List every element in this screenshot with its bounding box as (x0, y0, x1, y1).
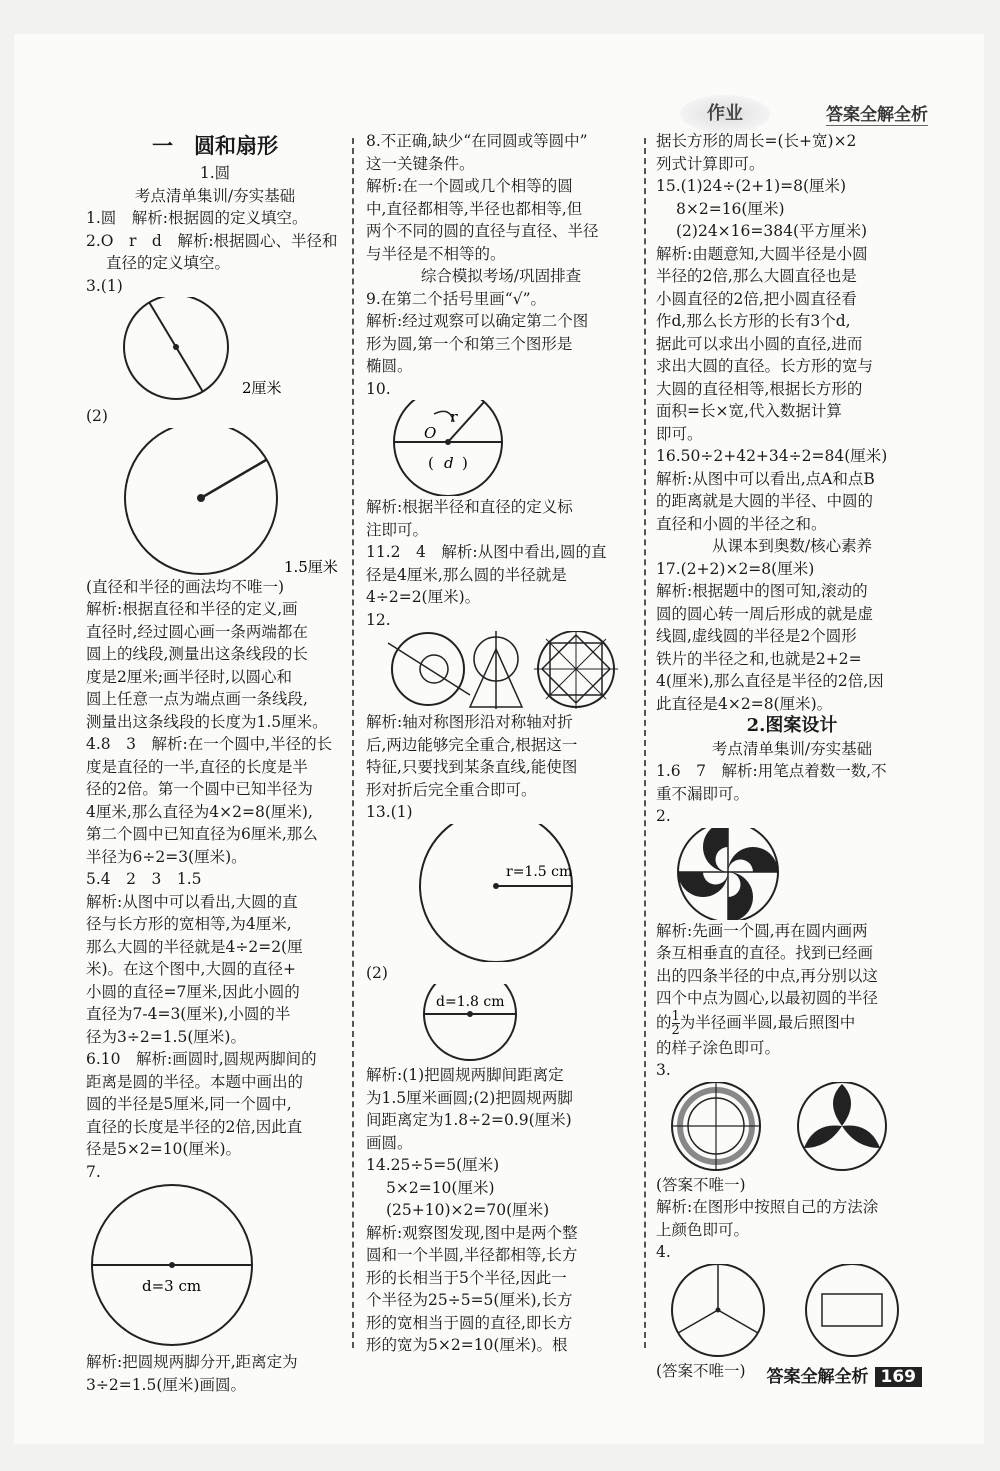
text-line: 圆上的线段,测量出这条线段的长 (86, 645, 308, 663)
text-line: 直径时,经过圆心画一条两端都在 (86, 622, 308, 641)
text-line: 个半径为25÷5=5(厘米),长方 (366, 1291, 573, 1309)
text-line: 这一关键条件。 (366, 154, 475, 173)
text-line: 17.(2+2)×2=8(厘米) (656, 559, 815, 578)
text-line: 直径和小圆的半径之和。 (656, 514, 827, 533)
text-line: 解析:经过观察可以确定第二个图 (366, 312, 589, 330)
figure-13-1 (366, 824, 636, 962)
answer-1: 1.圆 解析:根据圆的定义填空。 (86, 209, 308, 227)
text-line: 形对折后完全重合即可。 (366, 780, 537, 799)
text-line: 列式计算即可。 (656, 154, 765, 173)
part-title: 从课本到奥数/核心素养 (711, 537, 873, 555)
answer-3-note: (直径和半径的画法均不唯一) (86, 577, 285, 596)
text-line: 4(厘米),那么直径是半径的2倍,因 (656, 672, 884, 690)
text-line: 后,两边能够完全重合,根据这一 (366, 735, 578, 754)
text-line: 解析:(1)把圆规两脚间距离定 (366, 1066, 564, 1084)
pattern-answer-3-explanation (656, 1196, 928, 1241)
fraction-line (656, 1010, 928, 1037)
text-line: 解析:观察图发现,图中是两个整 (366, 1223, 578, 1242)
text-line: 11.2 4 解析:从图中看出,圆的直 (366, 543, 607, 561)
text-line: 米)。在这个图中,大圆的直径+ (86, 960, 296, 978)
answer-16 (656, 445, 928, 535)
section-title: 1.圆 (199, 164, 231, 182)
answer-3-explanation (86, 598, 344, 733)
svg-text:(: ( (428, 454, 434, 472)
text-line: 上颜色即可。 (656, 1220, 750, 1239)
text-line: 解析:在图形中按照自己的方法涂 (656, 1198, 879, 1216)
answer-6 (86, 1048, 344, 1161)
text-line: 圆的半径是5厘米,同一个圆中, (86, 1095, 292, 1113)
answer-2-cont: 直径的定义填空。 (106, 254, 231, 272)
text-line: 条互相垂直的直径。找到已经画 (656, 944, 874, 962)
column-3 (656, 130, 928, 1382)
answer-14-continued (656, 130, 928, 175)
text-line: 圆的圆心转一周后形成的就是虚 (656, 604, 874, 623)
text-line: 注即可。 (366, 520, 429, 539)
text-line: 小圆的直径=7厘米,因此小圆的 (86, 982, 300, 1001)
part-title: 综合模拟考场/巩固排查 (420, 267, 582, 285)
header-brand: 答案全解全析 (826, 100, 928, 126)
text-line: 间距离定为1.8÷2=0.9(厘米) (366, 1111, 572, 1129)
text-line: 那么大圆的半径就是4÷2=2(厘 (86, 937, 303, 956)
pattern-answer-2-explanation (656, 920, 928, 1060)
text-line: 5.4 2 3 1.5 (86, 870, 202, 888)
text-line: 直径的长度是半径的2倍,因此直 (86, 1117, 303, 1136)
text-line: 圆和一个半圆,半径都相等,长方 (366, 1246, 578, 1264)
text-line: (2)24×16=384(平方厘米) (676, 222, 868, 240)
column-2 (366, 130, 636, 1357)
text-line: 径的2倍。第一个圆中已知半径为 (86, 780, 313, 798)
answer-2: 2.O r d 解析:根据圆心、半径和 (86, 231, 338, 250)
answer-14 (366, 1154, 636, 1357)
text-line: 画圆。 (366, 1133, 413, 1152)
figure-10 (366, 400, 636, 496)
text-line: 作d,那么长方形的长有3个d, (656, 312, 851, 330)
text-line: 的样子涂色即可。 (656, 1038, 781, 1057)
text-line: 径是4厘米,那么圆的半径就是 (366, 565, 567, 584)
pattern-answer-1 (656, 760, 928, 805)
text-line: 半径的2倍,那么大圆直径也是 (656, 267, 857, 285)
text-line: 铁片的半径之和,也就是2+2= (656, 649, 862, 668)
text-line: 3÷2=1.5(厘米)画圆。 (86, 1375, 246, 1394)
answer-10-explanation (366, 496, 636, 541)
text-line: 度是直径的一半,直径的长度是半 (86, 757, 308, 776)
column-divider (644, 138, 646, 1348)
text-line: 据此可以求出小圆的直径,进而 (656, 334, 863, 353)
figure-13-2 (366, 984, 636, 1064)
text-line: 距离是圆的半径。本题中画出的 (86, 1072, 304, 1091)
text-line: 形为圆,第一个和第三个图形是 (366, 334, 573, 353)
text-line: 形的宽相当于圆的直径,即长方 (366, 1313, 573, 1332)
diameter-label: d (444, 454, 454, 472)
text-line: 解析:根据半径和直径的定义标 (366, 498, 573, 516)
text-line: 1.6 7 解析:用笔点着数一数,不 (656, 762, 887, 780)
text-line: 特征,只要找到某条直线,能使图 (366, 758, 578, 776)
part-title: 考点清单集训/夯实基础 (711, 739, 873, 758)
text-line: 形的长相当于5个半径,因此一 (366, 1268, 567, 1287)
text-line: 径与长方形的宽相等,为4厘米, (86, 915, 292, 933)
text-line: 重不漏即可。 (656, 784, 750, 803)
column-1 (86, 130, 344, 1396)
part-title: 考点清单集训/夯实基础 (134, 186, 296, 205)
pattern-answer-4-note: (答案不唯一) (656, 1361, 746, 1380)
text-line: 解析:先画一个圆,再在圆内画两 (656, 921, 868, 940)
text-line: 第二个圆中已知直径为6厘米,那么 (86, 825, 318, 843)
text-line: 面积=长×宽,代入数据计算 (656, 402, 842, 420)
text-line: 9.在第二个括号里画“√”。 (366, 289, 547, 308)
answer-12-explanation (366, 711, 636, 801)
figure-13-1-label: r=1.5 cm (506, 863, 573, 880)
radius-label: r (450, 408, 458, 426)
text-line: 15.(1)24÷(2+1)=8(厘米) (656, 177, 847, 195)
text-line: 度是2厘米;画半径时,以圆心和 (86, 667, 293, 686)
text-line: 椭圆。 (366, 357, 413, 375)
text-line: 5×2=10(厘米) (386, 1178, 495, 1197)
answer-15 (656, 175, 928, 445)
pattern-answer-2: 2. (656, 807, 671, 825)
text-line: 解析:从图中可以看出,大圆的直 (86, 892, 298, 911)
svg-text:): ) (462, 454, 468, 472)
pattern-answer-3: 3. (656, 1061, 671, 1079)
answer-13-explanation (366, 1064, 636, 1154)
text-line: 4.8 3 解析:在一个圆中,半径的长 (86, 735, 333, 753)
text-line: 线圆,虚线圆的半径是2个圆形 (656, 627, 857, 645)
text-line: 14.25÷5=5(厘米) (366, 1156, 500, 1174)
text-line: 解析:把圆规两脚分开,距离定为 (86, 1353, 298, 1371)
text-line: (25+10)×2=70(厘米) (386, 1201, 550, 1219)
text-fragment: 为半径画半圆,最后照图中 (679, 1013, 856, 1031)
column-divider (352, 138, 354, 1348)
text-line: 小圆直径的2倍,把小圆直径看 (656, 289, 857, 308)
text-line: 与半径是不相等的。 (366, 244, 506, 263)
text-line: 出的四条半径的中点,再分别以这 (656, 966, 878, 985)
text-line: 4厘米,那么直径为4×2=8(厘米), (86, 802, 313, 821)
text-line: 形的宽为5×2=10(厘米)。根 (366, 1336, 568, 1354)
fraction (672, 1010, 680, 1037)
fraction-numerator: 1 (671, 1008, 680, 1024)
text-line: 此直径是4×2=8(厘米)。 (656, 694, 833, 713)
center-label: O (424, 424, 437, 442)
text-line: 8×2=16(厘米) (676, 199, 785, 218)
figure-pattern-2 (656, 828, 928, 920)
fraction-denominator: 2 (671, 1022, 680, 1038)
text-line: 大圆的直径相等,根据长方形的 (656, 379, 863, 398)
answer-13-2: (2) (366, 963, 388, 982)
text-line: 两个不同的圆的直径与直径、半径 (366, 222, 599, 240)
answer-3-2: (2) (86, 407, 108, 425)
answer-13-1: 13.(1) (366, 803, 413, 821)
chapter-title: 一 圆和扇形 (152, 134, 278, 158)
text-line: 据长方形的周长=(长+宽)×2 (656, 132, 857, 150)
text-line: 解析:根据直径和半径的定义,画 (86, 600, 298, 618)
answer-7-explanation (86, 1351, 344, 1396)
pattern-answer-3-note: (答案不唯一) (656, 1175, 746, 1194)
figure-7 (86, 1183, 344, 1351)
footer (767, 1362, 923, 1387)
answer-7: 7. (86, 1162, 101, 1181)
figure-3-1-label: 2厘米 (242, 379, 282, 397)
text-line: 解析:在一个圆或几个相等的圆 (366, 177, 573, 195)
answer-11 (366, 541, 636, 609)
text-line: 半径为6÷2=3(厘米)。 (86, 847, 247, 866)
text-line: 径为3÷2=1.5(厘米)。 (86, 1027, 246, 1046)
text-line: 4÷2=2(厘米)。 (366, 588, 481, 606)
text-line: 为1.5厘米画圆;(2)把圆规两脚 (366, 1088, 573, 1107)
header-badge: 作业 (680, 95, 770, 133)
text-line: 解析:根据题中的图可知,滚动的 (656, 582, 868, 600)
text-line: 的距离就是大圆的半径、中圆的 (656, 492, 874, 510)
text-line: 8.不正确,缺少“在同圆或等圆中” (366, 132, 588, 150)
answer-8 (366, 130, 636, 265)
answer-9 (366, 288, 636, 378)
text-line: 求出大圆的直径。长方形的宽与 (656, 357, 874, 375)
pattern-answer-4: 4. (656, 1243, 671, 1261)
text-line: 测量出这条线段的长度为1.5厘米。 (86, 712, 328, 731)
text-line: 解析:轴对称图形沿对称轴对折 (366, 713, 573, 731)
text-line: 解析:由题意知,大圆半径是小圆 (656, 244, 868, 263)
answer-12: 12. (366, 610, 391, 629)
figure-3-2-label: 1.5厘米 (284, 557, 338, 576)
text-fragment: 的 (656, 1013, 672, 1031)
text-line: 16.50÷2+42+34÷2=84(厘米) (656, 447, 888, 465)
answer-4 (86, 733, 344, 868)
answer-10: 10. (366, 379, 391, 398)
answer-5 (86, 868, 344, 1048)
figure-pattern-3 (656, 1082, 928, 1174)
figure-12 (366, 631, 636, 711)
figure-3-2 (86, 428, 344, 576)
figure-13-2-label: d=1.8 cm (436, 994, 505, 1010)
text-line: 直径为7-4=3(厘米),小圆的半 (86, 1005, 291, 1023)
text-line: 即可。 (656, 424, 703, 443)
figure-pattern-4 (656, 1264, 928, 1360)
answer-3-1: 3.(1) (86, 276, 123, 295)
text-line: 圆上任意一点为端点画一条线段, (86, 690, 308, 708)
text-line: 径是5×2=10(厘米)。 (86, 1140, 242, 1158)
text-line: 解析:从图中可以看出,点A和点B (656, 469, 875, 488)
footer-brand: 答案全解全析 (766, 1367, 869, 1387)
figure-7-label: d=3 cm (142, 1277, 202, 1295)
answer-17 (656, 558, 928, 716)
section-title: 2.图案设计 (746, 715, 838, 736)
text-line: 中,直径都相等,半径也都相等,但 (366, 199, 583, 218)
text-line: 6.10 解析:画圆时,圆规两脚间的 (86, 1050, 317, 1068)
text-line: 四个中点为圆心,以最初圆的半径 (656, 989, 878, 1007)
page-number: 169 (875, 1367, 923, 1387)
figure-3-1 (86, 297, 344, 405)
